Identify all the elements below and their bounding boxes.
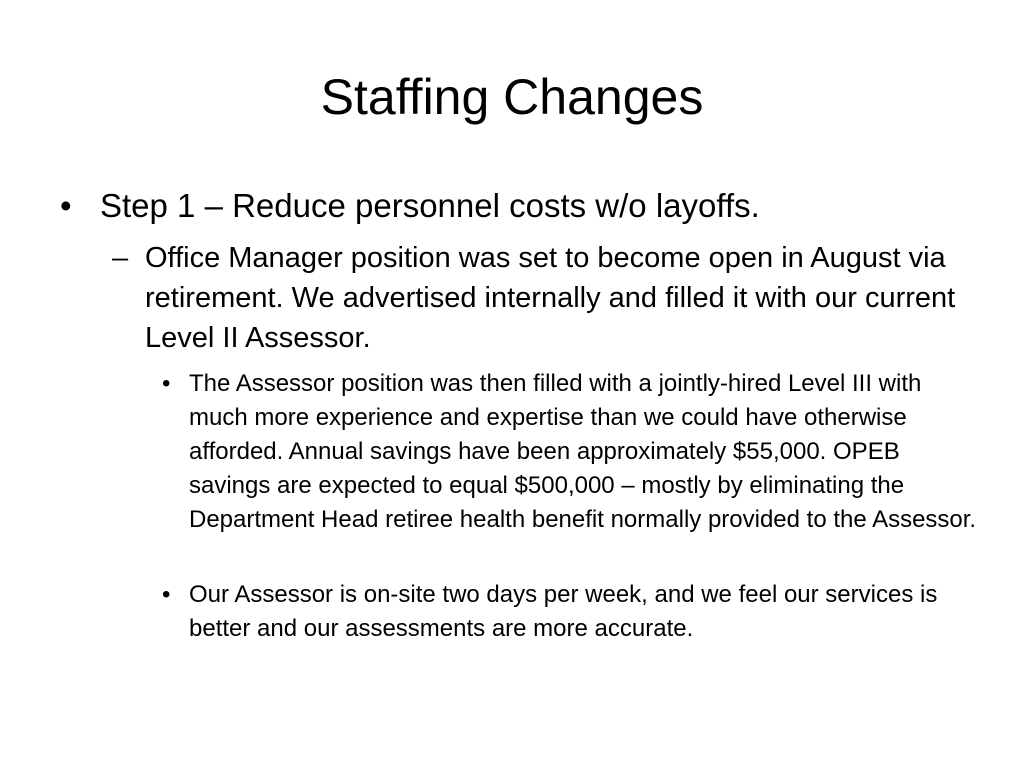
bullet-marker: • — [60, 187, 72, 224]
bullet-level3-item — [162, 578, 979, 646]
bullet-level2-item — [112, 238, 965, 358]
bullet-marker: • — [162, 581, 171, 608]
bullet-text: Office Manager position was set to become open in August via retirement. We advertised internally and filled it with our current Level II Assessor. — [145, 242, 956, 354]
bullet-marker: • — [162, 370, 171, 397]
bullet-level1-item — [60, 184, 980, 228]
bullet-text: The Assessor position was then filled with a jointly-hired Level III with much more experience and expertise than we could have otherwise afforded. Annual savings have been approximately $55,000. OPEB savings are expected to equal $500,000 – mostly by eliminating the Department Head retiree health benefit normally provided to the Assessor. — [189, 370, 977, 533]
dash-marker: – — [112, 242, 129, 274]
bullet-text: Our Assessor is on-site two days per week, and we feel our services is better and our assessments are more accurate. — [189, 581, 938, 642]
bullet-level3-item — [162, 367, 979, 537]
bullet-text: Step 1 – Reduce personnel costs w/o layoffs. — [100, 187, 760, 224]
slide-title: Staffing Changes — [320, 69, 704, 125]
